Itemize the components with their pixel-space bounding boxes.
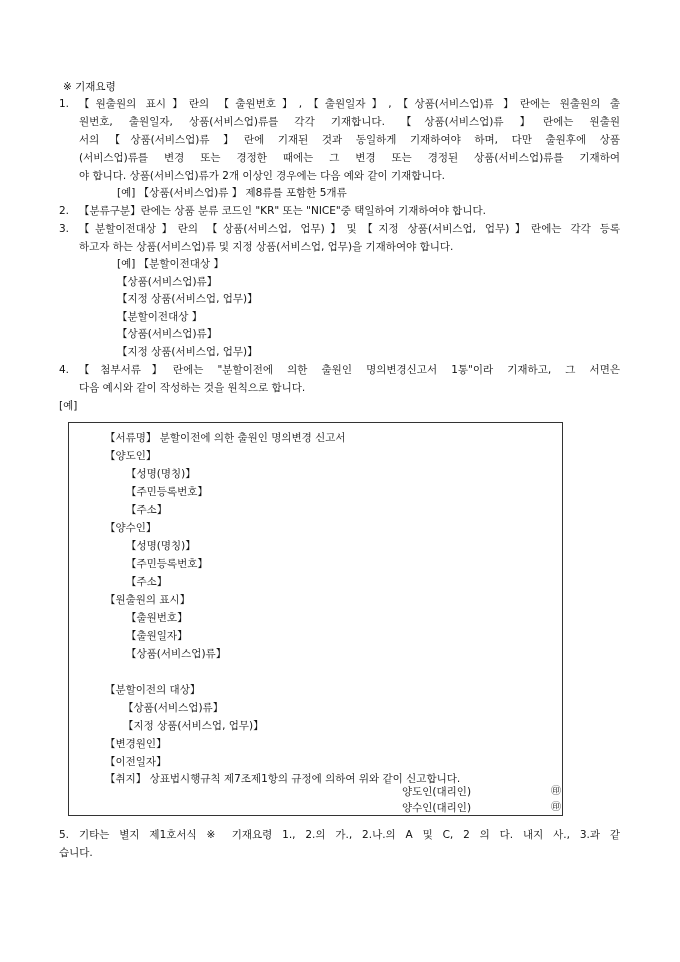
form-transferor-name: 【성명(명칭)】 [126, 468, 196, 480]
form-transferor-id: 【주민등록번호】 [126, 486, 208, 498]
form-split-designated-goods: 【지정 상품(서비스업, 업무)】 [123, 720, 264, 732]
item-2-line: 【분류구분】란에는 상품 분류 코드인 "KR" 또는 "NICE"중 택일하여 기재하여야 합니다. [79, 205, 486, 217]
form-transferee-name: 【성명(명칭)】 [126, 540, 196, 552]
item-1-line: 야 합니다. 상품(서비스업)류가 2개 이상인 경우에는 다음 예와 같이 기재합니다. [79, 170, 446, 182]
form-title-line: 【서류명】 분할이전에 의한 출원인 명의변경 신고서 [105, 432, 346, 444]
item-4-line: 다음 예시와 같이 작성하는 것을 원칙으로 합니다. [79, 382, 306, 394]
item-2-number: 2. [59, 205, 70, 217]
form-purpose: 【취지】 상표법시행규칙 제7조제1항의 규정에 의하여 위와 같이 신고합니다. [105, 773, 461, 785]
item-3-line: 하고자 하는 상품(서비스업)류 및 지정 상품(서비스업, 업무)을 기재하여야 합니다. [79, 241, 454, 253]
seal-icon: ㊞ [551, 786, 561, 797]
form-application-date: 【출원일자】 [126, 630, 188, 642]
form-split-target: 【분할이전의 대상】 [105, 684, 201, 696]
form-transfer-date: 【이전일자】 [105, 756, 167, 768]
item-3-example-line: [예] 【분할이전대상 】 [117, 258, 224, 270]
example-form-box [68, 422, 563, 816]
item-3-example-line: 【상품(서비스업)류】 [117, 328, 218, 340]
form-goods-class: 【상품(서비스업)류】 [126, 648, 227, 660]
item-3-example-line: 【상품(서비스업)류】 [117, 276, 218, 288]
item-1-line: 【원출원의 표시】란의 【출원번호】,【출원일자】,【상품(서비스업)류 】란에는 원출원의 출 [79, 98, 620, 110]
example-label: [예] [59, 400, 78, 412]
form-transferee-signature: 양수인(대리인) [402, 802, 472, 814]
seal-icon: ㊞ [551, 802, 561, 813]
item-3-example-line: 【지정 상품(서비스업, 업무)】 [117, 346, 258, 358]
item-3-line: 【분할이전대상】란의 【상품(서비스업, 업무)】및【지정 상품(서비스업, 업무)】란에는 각각 등록 [79, 223, 620, 235]
form-change-cause: 【변경원인】 [105, 738, 167, 750]
item-1-number: 1. [59, 98, 70, 110]
form-transferee: 【양수인】 [105, 522, 157, 534]
guide-heading: ※ 기재요령 [63, 81, 116, 93]
form-application-number: 【출원번호】 [126, 612, 188, 624]
item-3-example-line: 【분할이전대상 】 [117, 311, 203, 323]
item-1-line: 서의【상품(서비스업)류 】란에 기재된 것과 동일하게 기재하여야 하며, 다만 출원후에 상품 [79, 134, 620, 146]
form-split-goods-class: 【상품(서비스업)류】 [123, 702, 224, 714]
item-5-line: 기타는 별지 제1호서식 ※ 기재요령 1., 2.의 가., 2.나.의 A 및 C, 2 의 다. 내지 사., 3.과 같 [79, 829, 620, 841]
form-transferor-signature: 양도인(대리인) [402, 786, 472, 798]
item-5-number: 5. [59, 829, 70, 841]
item-1-line: (서비스업)류를 변경 또는 경정한 때에는 그 변경 또는 경정된 상품(서비스업)류를 기재하여 [79, 152, 620, 164]
item-4-line: 【첨부서류】란에는 "분할이전에 의한 출원인 명의변경신고서 1통"이라 기재하고, 그 서면은 [79, 364, 620, 376]
form-transferee-id: 【주민등록번호】 [126, 558, 208, 570]
item-5-line: 습니다. [59, 847, 93, 859]
form-transferor: 【양도인】 [105, 450, 157, 462]
form-transferee-address: 【주소】 [126, 576, 168, 588]
item-1-line: 원번호, 출원일자, 상품(서비스업)류를 각각 기재합니다. 【상품(서비스업)류 】란에는 원출원 [79, 116, 620, 128]
item-3-example-line: 【지정 상품(서비스업, 업무)】 [117, 293, 258, 305]
form-transferor-address: 【주소】 [126, 504, 168, 516]
item-1-example: [예] 【상품(서비스업)류 】 제8류를 포함한 5개류 [117, 187, 347, 199]
item-3-number: 3. [59, 223, 70, 235]
form-original-application: 【원출원의 표시】 [105, 594, 191, 606]
item-4-number: 4. [59, 364, 70, 376]
